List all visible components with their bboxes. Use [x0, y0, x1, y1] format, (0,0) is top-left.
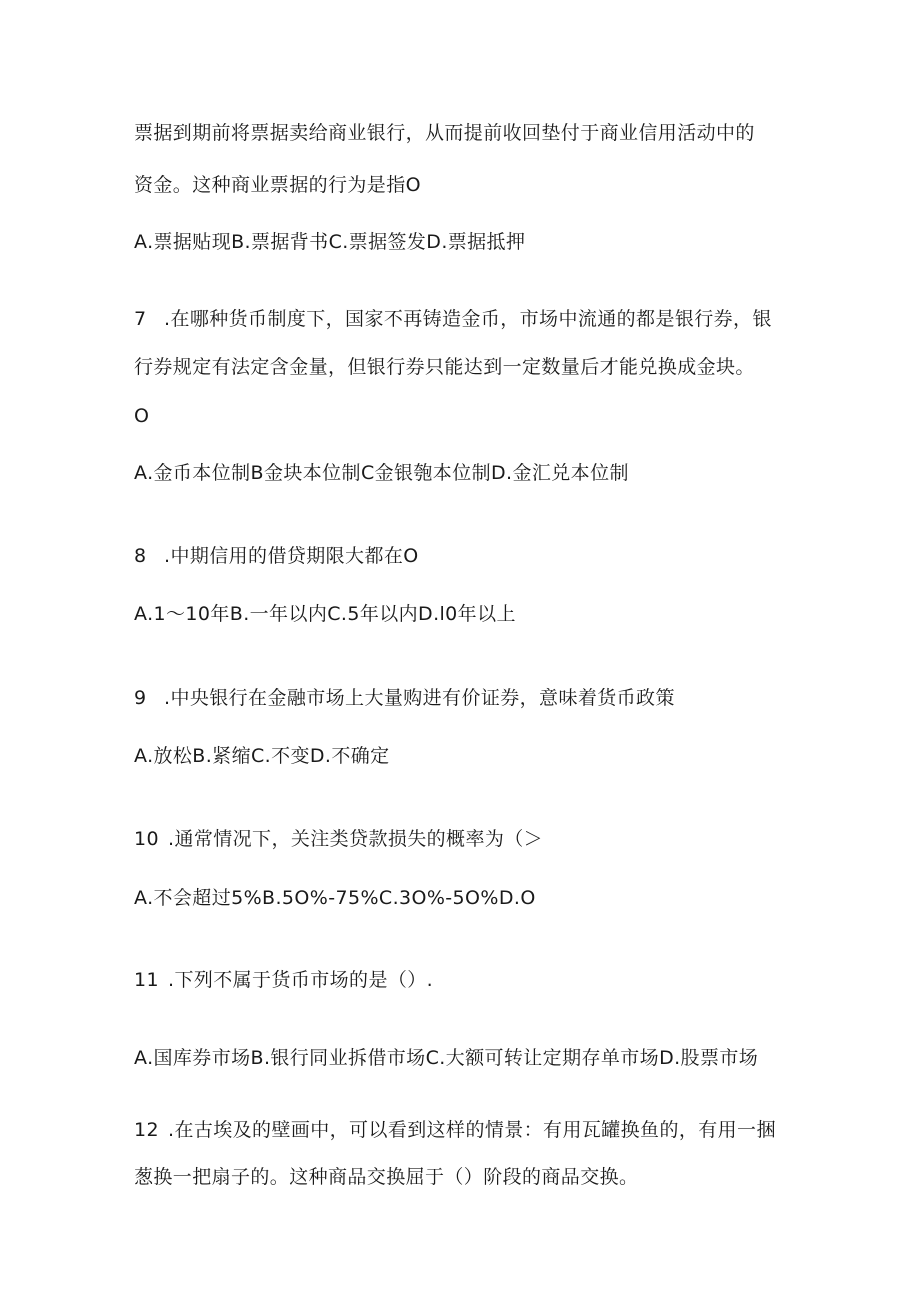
- answer-options: A.金币本位制B金块本位制C金银匏本位制D.金汇兑本位制: [134, 462, 629, 484]
- question-text: .中央银行在金融市场上大量购进有价证券，意味着货币政策: [164, 687, 675, 709]
- question-text: .通常情况下，关注类贷款损失的概率为（＞: [168, 828, 544, 850]
- question-number: 11: [134, 969, 159, 991]
- question-number: 10: [134, 828, 159, 850]
- question-number: 9: [134, 687, 147, 709]
- question-text: .在哪种货币制度下，国家不再铸造金币，市场中流通的都是银行券，银: [164, 308, 772, 330]
- question-9: [134, 685, 675, 711]
- text-line: 票据到期前将票据卖给商业银行，从而提前收回垫付于商业信用活动中的: [134, 122, 755, 144]
- answer-options: A.不会超过5%B.5O%-75%C.3O%-5O%D.O: [134, 887, 536, 909]
- question-8: [134, 543, 419, 569]
- question-number: 12: [134, 1119, 159, 1141]
- answer-options: A.国库券市场B.银行同业拆借市场C.大额可转让定期存单市场D.股票市场: [134, 1047, 759, 1069]
- question-12: [134, 1117, 776, 1143]
- question-10: [134, 826, 543, 852]
- question-11: [134, 967, 433, 993]
- question-text: .在古埃及的壁画中，可以看到这样的情景：有用瓦罐换鱼的，有用一捆: [168, 1119, 776, 1141]
- text-line: O: [134, 405, 150, 427]
- question-text: .中期信用的借贷期限大都在O: [164, 545, 419, 567]
- question-number: 7: [134, 308, 147, 330]
- answer-options: A.放松B.紧缩C.不变D.不确定: [134, 745, 390, 767]
- answer-options: A.票据贴现B.票据背书C.票据签发D.票据抵押: [134, 231, 526, 253]
- text-line: 资金。这种商业票据的行为是指O: [134, 174, 421, 196]
- text-line: 葱换一把扇子的。这种商品交换屈于（）阶段的商品交换。: [134, 1166, 639, 1188]
- answer-options: A.1～10年B.一年以内C.5年以内D.l0年以上: [134, 603, 516, 625]
- question-text: .下列不属于货币市场的是（）.: [168, 969, 434, 991]
- text-line: 行券规定有法定含金量，但银行券只能达到一定数量后才能兑换成金块。: [134, 356, 755, 378]
- question-7: [134, 306, 772, 332]
- question-number: 8: [134, 545, 147, 567]
